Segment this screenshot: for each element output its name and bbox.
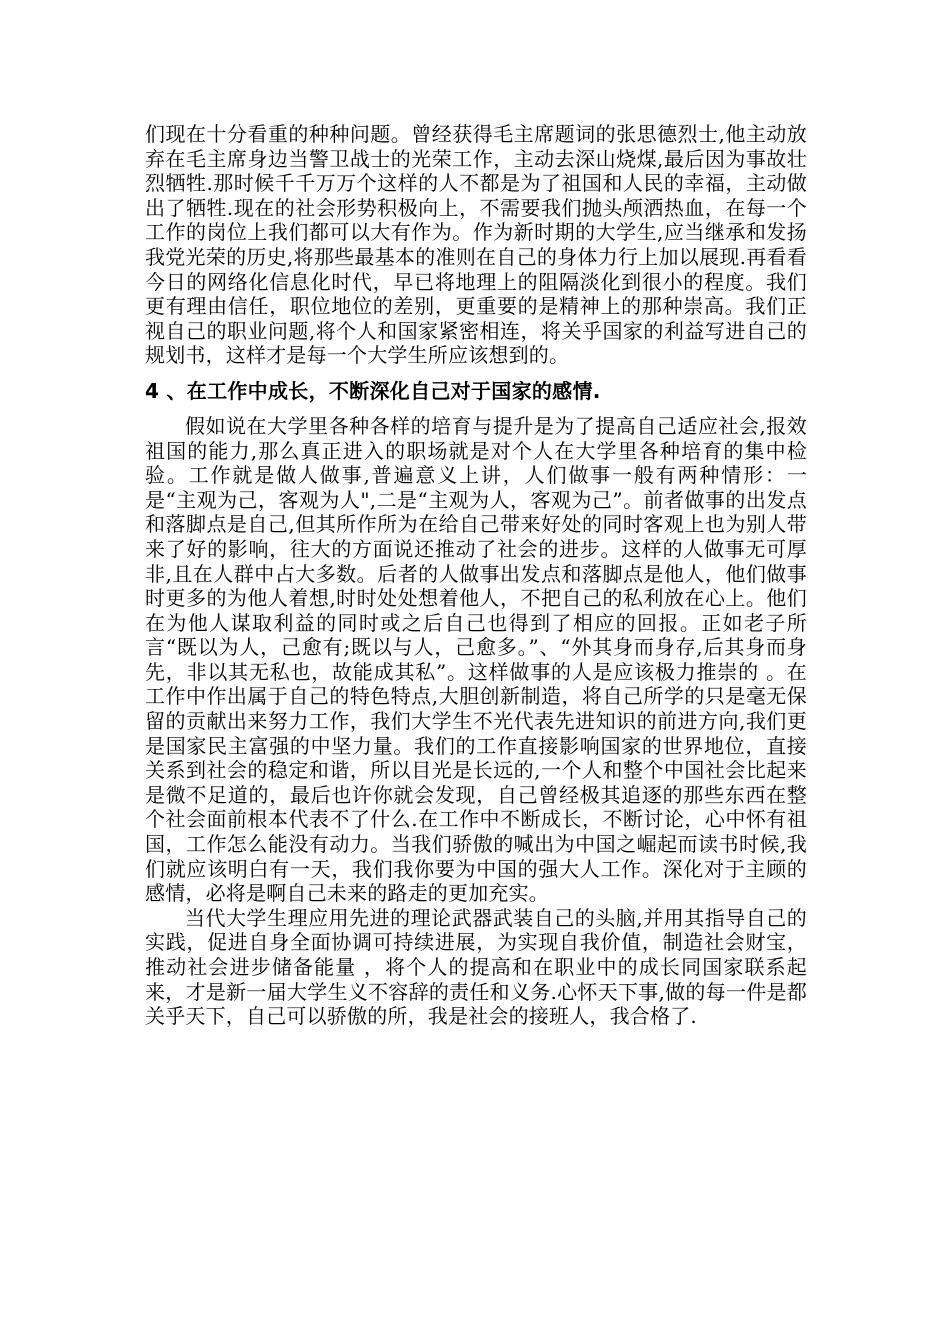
- continued-paragraph: 们现在十分看重的种种问题。曾经获得毛主席题词的张思德烈士,他主动放弃在毛主席身边当警卫战士的光荣工作，主动去深山烧煤,最后因为事故壮烈牺牲.那时候千千万万个这样的人不都是为了祖国和人民的幸福，主动做出了牺牲.现在的社会形势积极向上，不需要我们抛头颅洒热血，在每一个工作的岗位上我们都可以大有作为。作为新时期的大学生,应当继承和发扬我党光荣的历史,将那些最基本的准则在自己的身体力行上加以展现.再看看今日的网络化信息化时代，早已将地理上的阻隔淡化到很小的程度。我们更有理由信任，职位地位的差别，更重要的是精神上的那种崇高。我们正视自己的职业问题,将个人和国家紧密相连，将关乎国家的利益写进自己的规划书，这样才是每一个大学生所应该想到的。: [145, 122, 807, 368]
- document-page: [145, 122, 807, 1029]
- body-paragraph: 假如说在大学里各种各样的培育与提升是为了提高自己适应社会,报效祖国的能力,那么真正进入的职场就是对个人在大学里各种培育的集中检验。工作就是做人做事,普遍意义上讲，人们做事一般有两种情形：一是“主观为己，客观为人",二是“主观为人，客观为己”。前者做事的出发点和落脚点是自己,但其所作所为在给自己带来好处的同时客观上也为别人带来了好的影响，往大的方面说还推动了社会的进步。这样的人做事无可厚非,且在人群中占大多数。后者的人做事出发点和落脚点是他人，他们做事时更多的为他人着想,时时处处想着他人，不把自己的私利放在心上。他们在为他人谋取利益的同时或之后自己也得到了相应的回报。正如老子所言“既以为人，己愈有;既以与人，己愈多。”、“外其身而身存,后其身而身先，非以其无私也，故能成其私”。这样做事的人是应该极力推崇的 。在工作中作出属于自己的特色特点,大胆创新制造，将自己所学的只是毫无保留的贡献出来努力工作，我们大学生不光代表先进知识的前进方向,我们更是国家民主富强的中坚力量。我们的工作直接影响国家的世界地位，直接关系到社会的稳定和谐，所以目光是长远的,一个人和整个中国社会比起来是微不足道的，最后也许你就会发现，自己曾经极其追逐的那些东西在整个社会面前根本代表不了什么.在工作中不断成长，不断讨论，心中怀有祖国，工作怎么能没有动力。当我们骄傲的喊出为中国之崛起而读书时候,我们就应该明白有一天，我们我你要为中国的强大人工作。深化对于主顾的感情，必将是啊自己未来的路走的更加充实。: [145, 413, 807, 906]
- section-heading: 4 、在工作中成长，不断深化自己对于国家的感情.: [145, 378, 601, 403]
- closing-paragraph: 当代大学生理应用先进的理论武器武装自己的头脑,并用其指导自己的实践，促进自身全面协调可持续进展，为实现自我价值，制造社会财宝，推动社会进步储备能量 ，将个人的提高和在职业中的成长同国家联系起来，才是新一届大学生义不容辞的责任和义务.心怀天下事,做的每一件是都关乎天下，自己可以骄傲的所，我是社会的接班人，我合格了.: [145, 905, 807, 1029]
